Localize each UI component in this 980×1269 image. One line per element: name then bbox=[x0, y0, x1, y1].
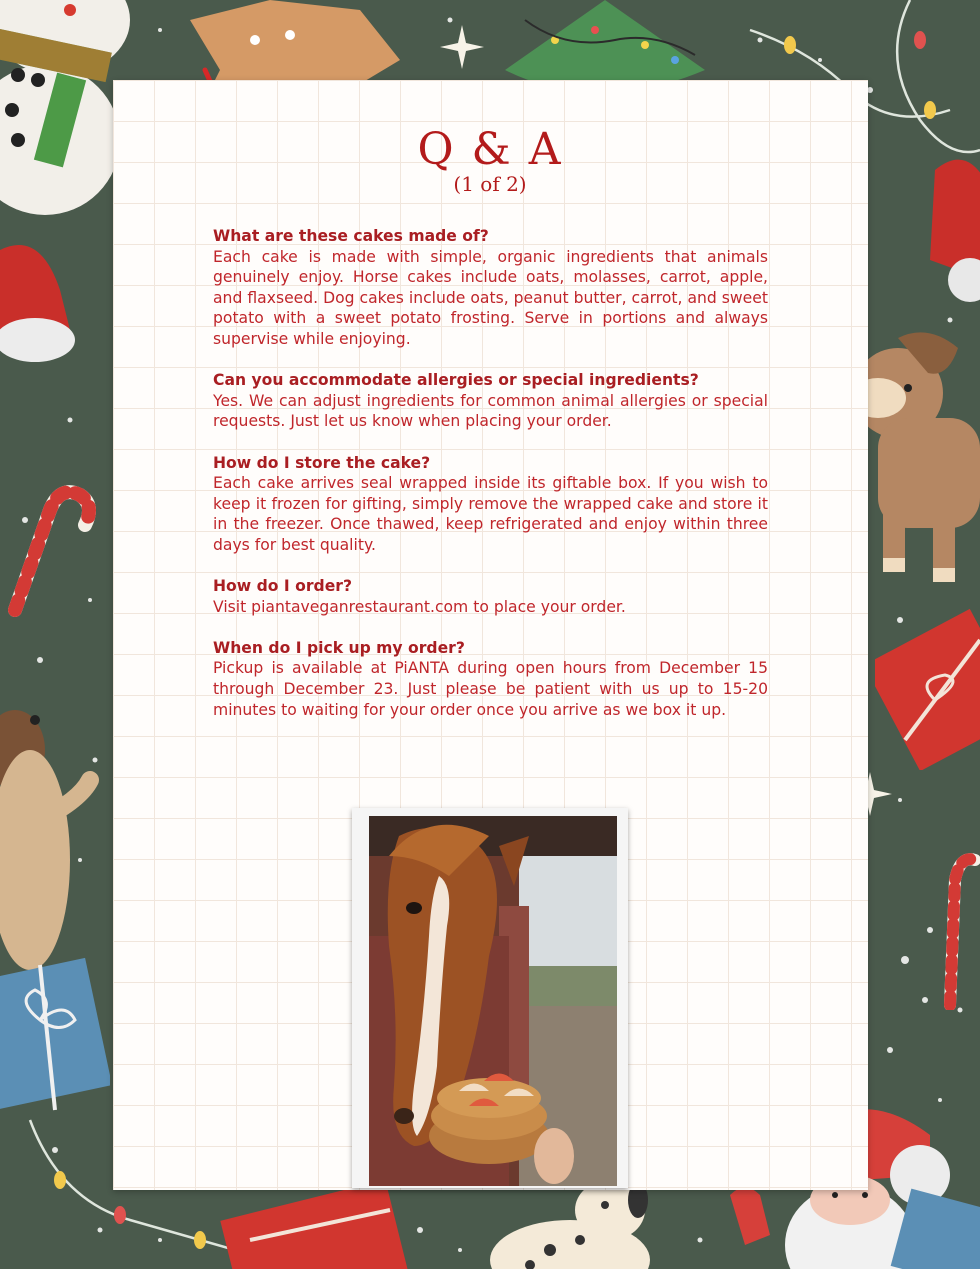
santa-hat-decoration bbox=[0, 230, 80, 370]
qa-item bbox=[213, 453, 768, 556]
gift-box-decoration bbox=[0, 950, 110, 1120]
horse-with-cake-photo bbox=[369, 816, 617, 1186]
answer: Yes. We can adjust ingredients for common animal allergies or special requests. Just let us know when placing your order. bbox=[213, 391, 768, 431]
gift-box-decoration bbox=[875, 590, 980, 770]
qa-item bbox=[213, 370, 768, 432]
page-title: Q & A bbox=[417, 124, 563, 175]
question: When do I pick up my order? bbox=[213, 638, 465, 657]
dalmatian-decoration bbox=[490, 1180, 680, 1269]
answer: Each cake is made with simple, organic ingredients that animals genuinely enjoy. Horse cakes include oats, molasses, carrot, apple, and flaxseed. Dog cakes include oats, peanut butter, carrot, and sweet potato with a sweet potato frosting. Serve in portions and always supervise while enjoying. bbox=[213, 247, 768, 348]
qa-item bbox=[213, 226, 768, 350]
sparkle-star-icon bbox=[440, 25, 484, 69]
gift-box-decoration bbox=[210, 1180, 410, 1269]
question: How do I store the cake? bbox=[213, 453, 431, 472]
answer: Pickup is available at PiANTA during open hours from December 15 through December 23. Just please be patient with us up to 15-20 minutes to waiting for your order once you arrive as we box it up. bbox=[213, 659, 768, 719]
qa-item bbox=[213, 576, 768, 617]
answer: Each cake arrives seal wrapped inside its giftable box. If you wish to keep it frozen for gifting, simply remove the wrapped cake and store it in the freezer. Once thawed, keep refrigerated and enjoy within three days for best quality. bbox=[213, 474, 768, 554]
qa-list bbox=[213, 226, 768, 741]
candy-cane-decoration bbox=[930, 850, 980, 1010]
question: What are these cakes made of? bbox=[213, 227, 489, 245]
answer: Visit piantaveganrestaurant.com to place your order. bbox=[213, 597, 626, 616]
dog-decoration bbox=[0, 700, 110, 970]
page-subtitle: (1 of 2) bbox=[453, 172, 527, 196]
candy-cane-decoration bbox=[0, 480, 100, 620]
photo-frame bbox=[352, 808, 628, 1188]
qa-item bbox=[213, 638, 768, 720]
question: How do I order? bbox=[213, 577, 353, 596]
question: Can you accommodate allergies or special ingredients? bbox=[213, 371, 699, 390]
